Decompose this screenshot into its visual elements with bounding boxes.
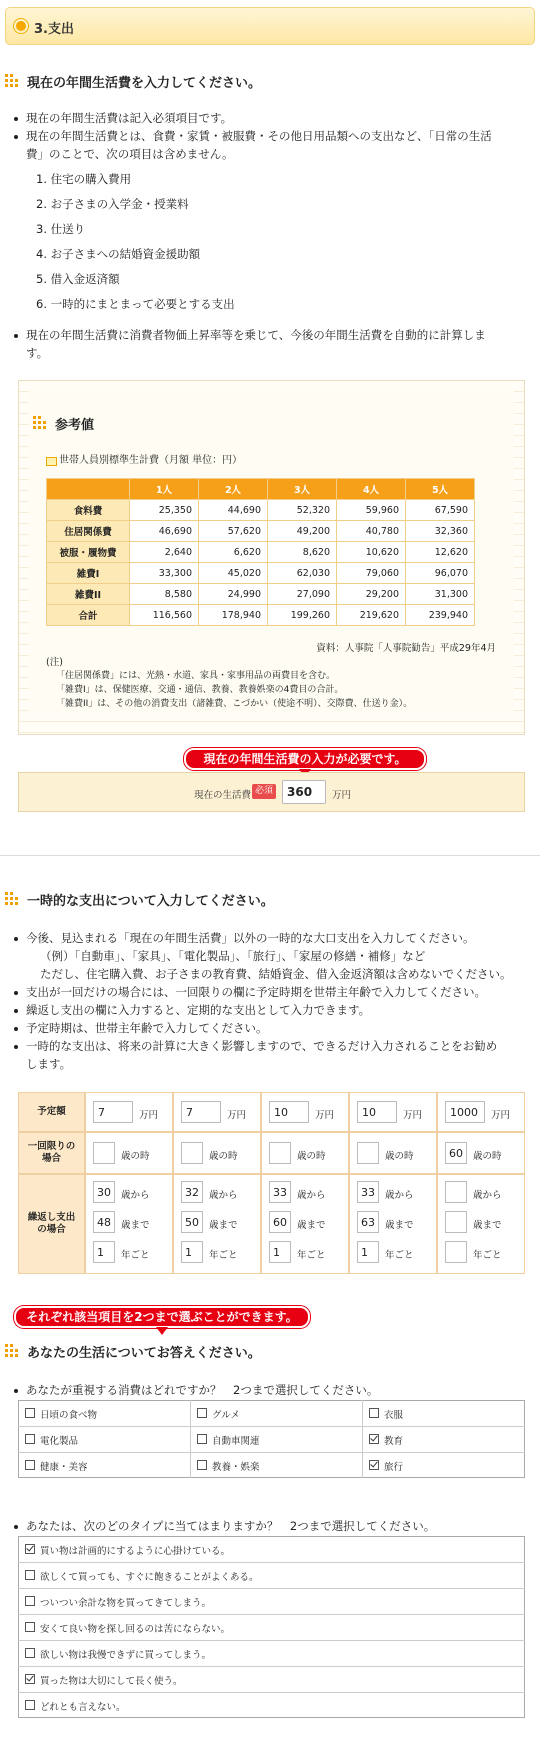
checkbox-label: 旅行 [384,1462,404,1473]
excluded-item: 4. お子さまへの結婚資金援助額 [36,247,201,261]
required-badge: 必須 [252,784,276,799]
amount-input[interactable]: 7 [93,1101,133,1123]
onetime-line: 予定時期は、世帯主年齢で入力してください。 [26,1021,268,1035]
repeat-every-input[interactable]: 1 [269,1241,291,1263]
bullet-required: 現在の年間生活費は記入必須項目です。 [26,111,233,125]
table-source: 資料：人事院「人事院勧告」平成29年4月 [316,643,496,654]
table-row: 雑費I 33,300 45,020 62,030 79,060 96,070 [47,563,475,584]
checkbox[interactable] [197,1408,207,1418]
repeat-from-input[interactable]: 33 [357,1181,379,1203]
onetime-line: 繰返し支出の欄に入力すると、定期的な支出として入力できます。 [26,1003,371,1017]
grid-line [18,1426,525,1427]
checkbox-label: ついつい余計な物を買ってきてしまう。 [40,1598,212,1609]
table-row: 食料費 25,350 44,690 52,320 59,960 67,590 [47,500,475,521]
unit-label: 年ごと [473,1250,502,1261]
checkbox[interactable] [25,1570,35,1580]
excluded-item: 2. お子さまの入学金・授業料 [36,197,189,211]
repeat-from-input[interactable] [445,1181,467,1203]
once-age-input[interactable] [269,1142,291,1164]
unit-label: 年ごと [121,1250,150,1261]
checkbox[interactable] [25,1648,35,1658]
bullet-auto-calc: 現在の年間生活費に消費者物価上昇率等を乗じて、今後の年間生活費を自動的に計算しま [26,328,486,342]
repeat-to-input[interactable]: 63 [357,1211,379,1233]
checkbox[interactable] [25,1674,35,1684]
bullet-definition-cont: 費」のことで、次の項目は含めません。 [26,147,234,161]
table-row: 合計 116,560 178,940 199,260 219,620 239,940 [47,605,475,626]
once-age-input[interactable] [181,1142,203,1164]
repeat-every-input[interactable]: 1 [93,1241,115,1263]
table-header-cell: 1人 [130,479,199,500]
repeat-to-input[interactable] [445,1211,467,1233]
list-line [18,1692,525,1693]
repeat-from-input[interactable]: 30 [93,1181,115,1203]
checkbox[interactable] [369,1460,379,1470]
section-divider [0,855,540,856]
excluded-item: 6. 一時的にまとまって必要とする支出 [36,297,235,311]
unit-label: 歳まで [209,1220,238,1231]
question-type: あなたは、次のどのタイプに当てはまりますか？ 2つまで選択してください。 [26,1519,436,1533]
row-header-label: 一回限りの場合 [27,1141,76,1164]
current-cost-input[interactable]: 360 [282,780,326,804]
unit-label: 歳から [473,1190,502,1201]
note-line: 「雑費I」は、保健医療、交通・通信、教養、教養娯楽の4費目の合計。 [56,685,344,695]
row-header-label: 予定額 [37,1106,66,1117]
unit-label: 歳の時 [385,1151,414,1162]
note-title: (注) [46,657,63,668]
section-header [5,7,535,45]
table-row: 雑費II 8,580 24,990 27,090 29,200 31,300 [47,584,475,605]
checkbox[interactable] [369,1434,379,1444]
checkbox[interactable] [197,1434,207,1444]
checkbox-label: 日頃の食べ物 [40,1410,98,1421]
checkbox-label: 衣服 [384,1410,404,1421]
excluded-item: 3. 仕送り [36,222,86,236]
unit-label: 歳まで [121,1220,150,1231]
table-header-cell: 2人 [199,479,268,500]
unit-label: 万円 [403,1110,423,1121]
checkbox-label: 自動車関連 [212,1436,260,1447]
checkbox[interactable] [25,1544,35,1554]
repeat-to-input[interactable]: 50 [181,1211,203,1233]
checkbox[interactable] [25,1596,35,1606]
checkbox-label: 健康・美容 [40,1462,88,1473]
grid-bullet-icon [5,1344,18,1357]
checkbox-label: グルメ [212,1410,240,1421]
repeat-every-input[interactable] [445,1241,467,1263]
grid-line [18,1452,525,1453]
unit-label: 万円 [139,1110,159,1121]
checkbox-label: 買い物は計画的にするように心掛けている。 [40,1546,231,1557]
onetime-example: （例）「自動車」、「家具」、「電化製品」、「旅行」、「家屋の修繕・補修」など [40,949,426,963]
list-line [18,1666,525,1667]
unit-label: 歳まで [385,1220,414,1231]
bullet-definition: 現在の年間生活費とは、食費・家賃・被服費・その他日用品類への支出など、「日常の生活 [26,129,492,143]
note-line: 「雑費II」は、その他の消費支出（諸雑費、こづかい（使途不明）、交際費、仕送り金）。 [56,699,413,709]
excluded-item: 5. 借入金返済額 [36,272,120,286]
checkbox[interactable] [25,1408,35,1418]
amount-input[interactable]: 7 [181,1101,221,1123]
checkbox-label: 電化製品 [40,1436,79,1447]
unit-label: 年ごと [297,1250,326,1261]
amount-input[interactable]: 1000 [445,1101,485,1123]
unit-label: 歳から [121,1190,150,1201]
question-consumption: あなたが重視する消費はどれですか？ 2つまで選択してください。 [26,1383,379,1397]
repeat-every-input[interactable]: 1 [357,1241,379,1263]
unit-label: 万円 [491,1110,511,1121]
unit-label: 歳の時 [297,1151,326,1162]
note-line: 「住居関係費」には、光熱・水道、家具・家事用品の両費目を含む。 [56,671,336,681]
repeat-from-input[interactable]: 32 [181,1181,203,1203]
onetime-line-cont: します。 [26,1057,72,1071]
amount-input[interactable]: 10 [357,1101,397,1123]
once-age-input[interactable] [357,1142,379,1164]
unit-label: 年ごと [209,1250,238,1261]
page: 3.支出 現在の年間生活費を入力してください。 現在の年間生活費は記入必須項目です。 現在の年間生活費とは、食費・家賃・被服費・その他日用品類への支出など、「日常の生活 費」のことで、次の項目は含めません。 1. 住宅の購入費用 2. お子さまの入学金・授業料 3. 仕送り 4. お子さまへの結婚資金援助額 5. 借入金返済額 6. 一時的にまとまって必要とする支出 現在の年間生活費に消費者物価上昇率等を乗じて、今後の年間生活費を自動的に計算しま す。 参考値 世帯人員別標準生計費（月額 単位：円） 1人 2人 3人 4人 5人 食料費 25,350 44,690 52,320 59,960 67,590 住居関係費 46,690 57,620 49,200 40,780 32,360 被服・履物費 2,640 6,620 8,620 10,620 12,620 雑費I 33,300 45,020 62,030 79,060 96,070 雑費II 8,580 24,990 27,090 29,200 31,300 合計 116,560 178,940 199,260 219,620 239,940 資料：人事院「人事院勧告」平成29年4月 (注) 「住居関係費」には、光熱・水道、家具・家事用品の両費目を含む。 「雑費I」は、保健医療、交通・通信、教養、教養娯楽の4費目の合計。 「雑費II」は、その他の消費支出（諸雑費、こづかい（使途不明）、交際費、仕送り金）。 現在の年間生活費の入力が必要です。 現在の生活費 必須 360 万円 一時的な支出について入力してください。 今後、見込まれる「現在の年間生活費」以外の一時的な大口支出を入力してください。 （例）「自動車」、「家具」、「電化製品」、「旅行」、「家屋の修繕・補修」など ただし、住宅購入費、お子さまの教育費、結婚資金、借入金返済額は含めないでください。 支出が一回だけの場合には、一回限りの欄に予定時期を世帯主年齢で入力してください。 繰返し支出の欄に入力すると、定期的な支出として入力できます。 予定時期は、世帯主年齢で入力してください。 一時的な支出は、将来の計算に大きく影響しますので、できるだけ入力されることをお勧め します。 それぞれ該当項目を2つまで選ぶことができます。 あなたの生活についてお答えください。 あなたが重視する消費はどれですか？ 2つまで選択してください。 あなたは、次のどのタイプに当てはまりますか？ 2つまで選択してください。 予定額 一回限りの場合 繰返し支出の場合 7 万円 歳の時 30 歳から 48 歳まで 1 年ごと 7 万円 歳の時 32 歳から 50 歳まで 1 年ごと 10 万円 歳の時 33 歳から 60 歳まで 1 年ごと 10 万円 歳の時 33 歳から 63 歳まで 1 年ごと 1000 万円 60 歳の時 歳から 歳まで 年ごと 日頃の食べ物 グルメ 衣服 電化製品 自動車関連 教育 健康・美容 教養・娯楽 旅行 買い物は計画的にするように心掛けている。 欲しくて買っても、すぐに飽きることがよくある。 ついつい余計な物を買ってきてしまう。 安くて良い物を探し回るのは苦にならない。 欲しい物は我慢できずに買ってしまう。 買った物は大切にして長く使う。 どれとも言えない。 [0,0,540,1738]
reference-table [46,478,475,626]
checkbox-label: 安くて良い物を探し回るのは苦にならない。 [40,1624,231,1635]
checkbox-label: 欲しい物は我慢できずに買ってしまう。 [40,1650,212,1661]
onetime-line: 支出が一回だけの場合には、一回限りの欄に予定時期を世帯主年齢で入力してください。 [26,985,486,999]
excluded-item: 1. 住宅の購入費用 [36,172,132,186]
repeat-every-input[interactable]: 1 [181,1241,203,1263]
bullet-auto-calc-cont: す。 [26,346,49,360]
checkbox[interactable] [197,1460,207,1470]
unit-label: 万円 [315,1110,335,1121]
repeat-to-input[interactable]: 60 [269,1211,291,1233]
list-line [18,1614,525,1615]
table-row: 被服・履物費 2,640 6,620 8,620 10,620 12,620 [47,542,475,563]
checkbox-label: 買った物は大切にして長く使う。 [40,1676,183,1687]
unit-label: 万円 [227,1110,247,1121]
list-line [18,1562,525,1563]
checkbox[interactable] [25,1622,35,1632]
current-cost-label: 現在の生活費 [194,790,252,801]
required-input-balloon: 現在の年間生活費の入力が必要です。 [184,748,426,770]
unit-label: 年ごと [385,1250,414,1261]
repeat-to-input[interactable]: 48 [93,1211,115,1233]
unit-label: 歳の時 [121,1151,150,1162]
grid-line [190,1400,191,1478]
table-header-cell: 5人 [406,479,475,500]
checkbox[interactable] [369,1408,379,1418]
table-row: 住居関係費 46,690 57,620 49,200 40,780 32,360 [47,521,475,542]
checkbox-label: 教養・娯楽 [212,1462,260,1473]
amount-input[interactable]: 10 [269,1101,309,1123]
table-header-cell [47,479,130,500]
grid-line [362,1400,363,1478]
once-age-input[interactable]: 60 [445,1142,467,1164]
onetime-exclusion: ただし、住宅購入費、お子さまの教育費、結婚資金、借入金返済額は含めないでください。 [40,967,512,981]
table-caption: 世帯人員別標準生計費（月額 単位：円） [59,455,243,466]
unit-label: 歳から [209,1190,238,1201]
unit-label: 歳まで [473,1220,502,1231]
unit-label: 歳まで [297,1220,326,1231]
table-header-cell: 4人 [337,479,406,500]
list-line [18,1640,525,1641]
repeat-from-input[interactable]: 33 [269,1181,291,1203]
checkbox[interactable] [25,1434,35,1444]
unit-label: 歳の時 [209,1151,238,1162]
onetime-line: 今後、見込まれる「現在の年間生活費」以外の一時的な大口支出を入力してください。 [26,931,475,945]
select-two-balloon: それぞれ該当項目を2つまで選ぶことができます。 [14,1306,310,1328]
once-age-input[interactable] [93,1142,115,1164]
grid-bullet-icon [33,416,46,429]
circle-bullet-icon [14,19,28,33]
grid-bullet-icon [5,892,18,905]
checkbox[interactable] [25,1700,35,1710]
current-cost-unit: 万円 [332,790,352,801]
unit-label: 歳から [297,1190,326,1201]
onetime-line: 一時的な支出は、将来の計算に大きく影響しますので、できるだけ入力されることをお勧め [26,1039,498,1053]
table-header-row [47,479,475,500]
unit-label: 歳の時 [473,1151,502,1162]
checkbox-label: どれとも言えない。 [40,1702,126,1713]
unit-label: 歳から [385,1190,414,1201]
section-title: 3.支出 [34,22,74,37]
checkbox[interactable] [25,1460,35,1470]
table-header-cell: 3人 [268,479,337,500]
checkbox-label: 教育 [384,1436,404,1447]
grid-bullet-icon [5,74,18,87]
row-header-label: 繰返し支出の場合 [27,1212,76,1235]
table-icon [46,457,57,466]
list-line [18,1588,525,1589]
checkbox-label: 欲しくて買っても、すぐに飽きることがよくある。 [40,1572,259,1583]
